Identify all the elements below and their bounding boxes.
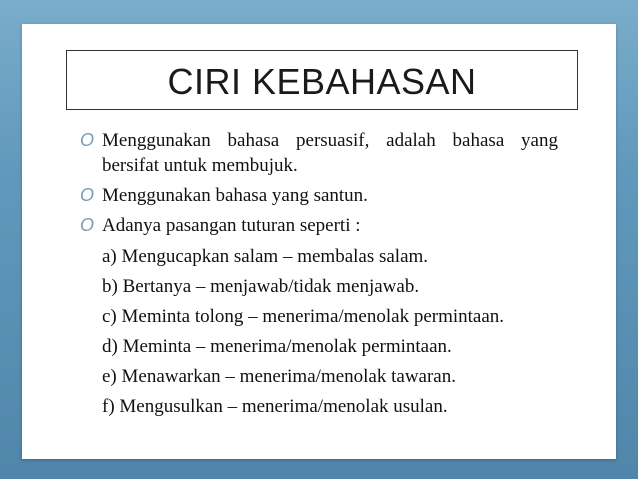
sub-item: f) Mengusulkan – menerima/menolak usulan. xyxy=(102,396,448,417)
bullet-text: Adanya pasangan tuturan seperti : xyxy=(102,215,361,236)
bullet-text: Menggunakan bahasa persuasif, adalah bahasa yang bersifat untuk membujuk. xyxy=(102,130,558,176)
sub-item: c) Meminta tolong – menerima/menolak permintaan. xyxy=(102,306,505,327)
bullet-icon: O xyxy=(80,130,95,150)
slide-content xyxy=(80,128,558,418)
bullet-item xyxy=(80,213,558,238)
sub-item: e) Menawarkan – menerima/menolak tawaran. xyxy=(102,366,456,387)
bullet-item xyxy=(80,128,558,178)
bullet-text: Menggunakan bahasa yang santun. xyxy=(102,185,368,206)
slide xyxy=(22,24,616,459)
sub-item: b) Bertanya – menjawab/tidak menjawab. xyxy=(102,276,420,297)
sub-item: a) Mengucapkan salam – membalas salam. xyxy=(102,246,429,267)
slide-title: CIRI KEBAHASAN xyxy=(167,61,477,102)
title-box xyxy=(66,50,578,110)
sub-item: d) Meminta – menerima/menolak permintaan. xyxy=(102,336,452,357)
bullet-icon: O xyxy=(80,215,95,235)
bullet-icon: O xyxy=(80,185,95,205)
bullet-item xyxy=(80,183,558,208)
